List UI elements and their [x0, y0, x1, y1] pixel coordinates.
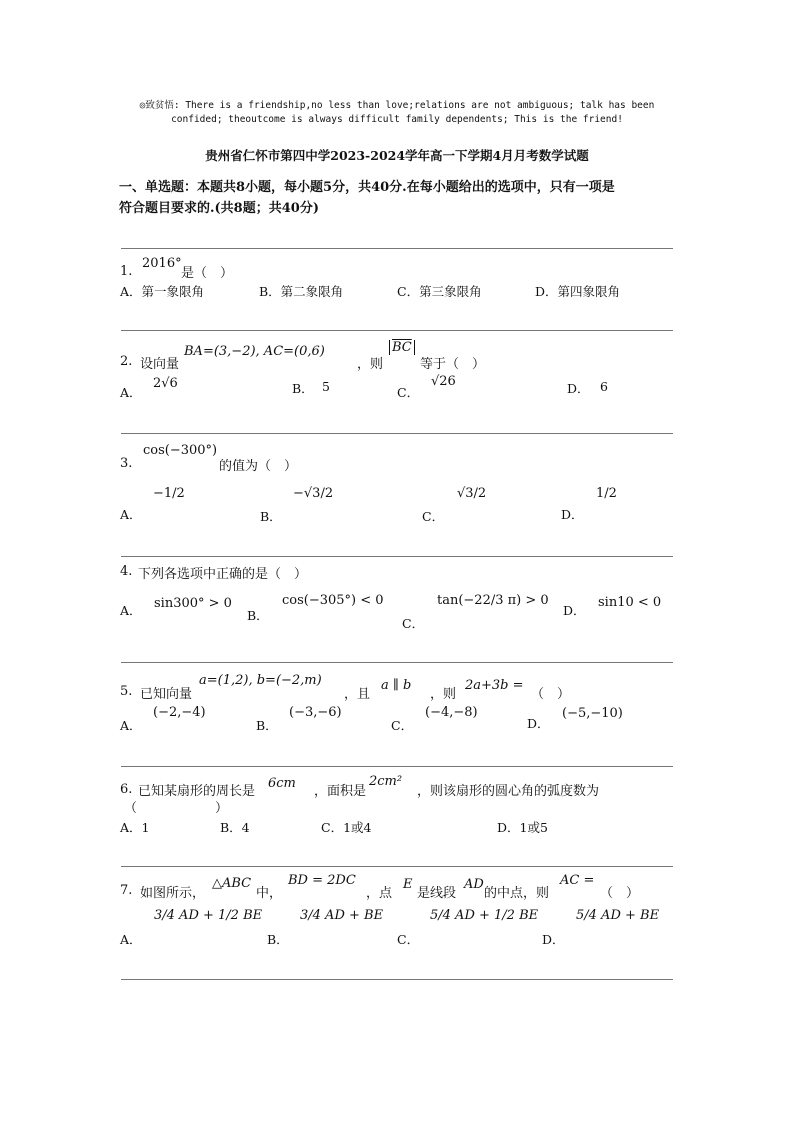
option-b: B．4: [220, 820, 250, 835]
option-c: C．1或4: [321, 820, 372, 835]
question-stem: 已知某扇形的周长是: [138, 784, 256, 799]
option-b-value: 3/4 AD + BE: [300, 908, 384, 923]
question-number: 2.: [120, 354, 133, 369]
question-number: 1.: [120, 264, 133, 279]
motto-line-1: ◎致贫悟: There is a friendship,no less than love;relations are not ambiguous; talk has been: [139, 100, 655, 111]
option-d-label: D．: [563, 603, 586, 618]
option-c: C．第三象限角: [397, 284, 482, 299]
question-stem: ，点: [366, 886, 393, 901]
question-stem: ，面积是: [314, 784, 367, 799]
math-expression: cos(−300°): [143, 443, 218, 458]
option-b-label: B．: [292, 381, 314, 396]
option-d-value: 5/4 AD + BE: [576, 908, 660, 923]
section-heading-line-2: 符合题目要求的.(共8题；共40分): [119, 201, 319, 216]
option-c-value: 5/4 AD + 1/2 BE: [430, 908, 539, 923]
math-expression: BD = 2DC: [288, 873, 356, 888]
option-d-label: D．: [542, 932, 565, 947]
math-expression: BA=(3,−2), AC=(0,6): [184, 344, 325, 359]
option-a: A．1: [120, 820, 150, 835]
option-a-value: (−2,−4): [153, 705, 206, 720]
option-d: D．第四象限角: [535, 284, 621, 299]
divider: [121, 248, 673, 249]
option-a-value: −1/2: [153, 486, 185, 501]
option-b-label: B．: [247, 608, 269, 623]
option-b-value: 5: [322, 379, 330, 394]
divider: [121, 866, 673, 867]
option-c-label: C．: [422, 509, 445, 524]
option-c-label: C．: [397, 385, 420, 400]
math-expression: △ABC: [212, 876, 252, 891]
divider: [121, 556, 673, 557]
option-d-label: D．: [527, 716, 550, 731]
option-a-label: A．: [120, 507, 142, 522]
page-title: 贵州省仁怀市第四中学2023-2024学年高一下学期4月月考数学试题: [205, 148, 589, 163]
option-a-label: A．: [120, 603, 142, 618]
math-expression: a ∥ b: [381, 678, 412, 693]
section-heading-line-1: 一、单选题：本题共8小题，每小题5分，共40分.在每小题给出的选项中，只有一项是: [119, 180, 615, 195]
divider: [121, 433, 673, 434]
math-expression: 2a+3b =: [465, 678, 524, 693]
divider: [121, 979, 673, 980]
option-b: B．第二象限角: [259, 284, 344, 299]
option-c-label: C．: [397, 932, 420, 947]
option-a-value: 3/4 AD + 1/2 BE: [154, 908, 263, 923]
question-stem: 中，: [256, 886, 283, 901]
question-number: 5.: [120, 684, 133, 699]
option-d-value: 1/2: [596, 486, 617, 501]
question-stem: 等于（ ）: [420, 357, 486, 372]
math-expression: 2016°: [142, 256, 182, 271]
divider: [121, 766, 673, 767]
divider: [121, 330, 673, 331]
option-b-value: cos(−305°) < 0: [282, 593, 384, 608]
math-expression: 6cm: [268, 776, 296, 791]
option-c-value: √3/2: [457, 486, 487, 501]
option-d-label: D．: [567, 381, 590, 396]
math-expression: E: [403, 877, 413, 892]
question-stem: 是（ ）: [181, 266, 234, 281]
math-expression: AC =: [560, 873, 595, 888]
math-expression: 2cm²: [369, 774, 403, 789]
math-expression: AD: [464, 877, 484, 892]
option-a-label: A．: [120, 718, 142, 733]
question-number: 3.: [120, 456, 133, 471]
option-b-value: (−3,−6): [289, 705, 342, 720]
option-c-value: tan(−22/3 π) > 0: [437, 593, 549, 608]
vector-bc: $\overline{BC}$: [392, 340, 412, 355]
question-stem: ，则该扇形的圆心角的弧度数为: [417, 784, 600, 799]
question-stem: 下列各选项中正确的是（ ）: [138, 567, 308, 582]
option-c-value: √26: [431, 374, 456, 389]
option-d-value: 6: [600, 379, 608, 394]
question-stem: 的值为（ ）: [219, 459, 298, 474]
option-a-label: A．: [120, 385, 142, 400]
math-expression: [389, 340, 415, 355]
motto-line-2: confided; theoutcome is always difficult family dependents; This is the friend!: [171, 114, 623, 125]
option-c-label: C．: [402, 616, 425, 631]
question-stem: 如图所示，: [140, 886, 206, 901]
option-a-value: 2√6: [153, 376, 178, 391]
question-number: 6.: [120, 782, 133, 797]
divider: [121, 662, 673, 663]
question-number: 7.: [120, 883, 133, 898]
option-d-label: D．: [561, 507, 584, 522]
question-stem: ，且: [344, 687, 371, 702]
option-c-value: (−4,−8): [425, 705, 478, 720]
math-expression: a=(1,2), b=(−2,m): [199, 673, 322, 688]
option-b-label: B．: [267, 932, 289, 947]
option-b-label: B．: [256, 718, 278, 733]
option-b-label: B．: [260, 509, 282, 524]
question-stem: 的中点，则: [484, 886, 550, 901]
question-stem: 设向量: [140, 357, 180, 372]
option-a-label: A．: [120, 932, 142, 947]
question-stem: ，则: [430, 687, 457, 702]
option-d-value: (−5,−10): [562, 706, 623, 721]
option-a-value: sin300° > 0: [154, 596, 232, 611]
option-a: A．第一象限角: [120, 284, 205, 299]
option-b-value: −√3/2: [293, 486, 334, 501]
question-stem: ，则: [357, 357, 384, 372]
option-c-label: C．: [391, 718, 414, 733]
question-stem: 是线段: [417, 886, 457, 901]
question-number: 4.: [120, 564, 133, 579]
option-d-value: sin10 < 0: [598, 595, 662, 610]
question-stem: （ ）: [600, 886, 640, 901]
answer-blank: （ ）: [124, 801, 229, 816]
question-stem: （ ）: [531, 687, 571, 702]
question-stem: 已知向量: [140, 687, 193, 702]
option-d: D．1或5: [497, 820, 548, 835]
